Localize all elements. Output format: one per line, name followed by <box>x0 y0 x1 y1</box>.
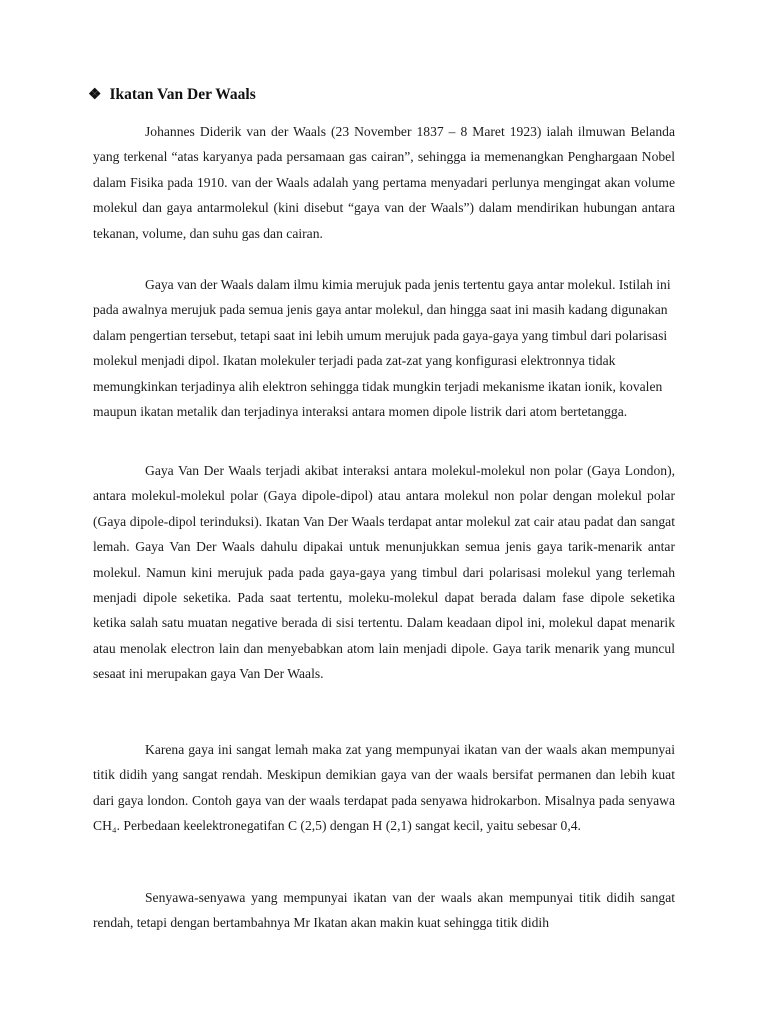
paragraph-van-der-waals-force-definition: Gaya van der Waals dalam ilmu kimia merujuk pada jenis tertentu gaya antar molekul. Istilah ini pada awalnya merujuk pada semua jenis gaya antar molekul, dan hingga saat ini masih kadang digunakan dalam pengertian tersebut, tetapi saat ini lebih umum merujuk pada gaya-gaya yang timbul dari polarisasi molekul menjadi dipol. Ikatan molekuler terjadi pada zat-zat yang konfigurasi elektronnya tidak memungkinkan terjadinya alih elektron sehingga tidak mungkin terjadi mekanisme ikatan ionik, kovalen maupun ikatan metalik dan terjadinya interaksi antara momen dipole listrik dari atom bertetangga. <box>93 277 671 420</box>
paragraph-boiling-point: Karena gaya ini sangat lemah maka zat yang mempunyai ikatan van der waals akan mempunyai titik didih yang sangat rendah. Meskipun demikian gaya van der waals bersifat permanen dan lebih kuat dari gaya london. Contoh gaya van der waals terdapat pada senyawa hidrokarbon. Misalnya pada senyawa CH₄. Perbedaan keelektronegatifan C (2,5) dengan H (2,1) sangat kecil, yaitu sebesar 0,4. <box>93 742 675 834</box>
paragraph-van-der-waals-interaction: Gaya Van Der Waals terjadi akibat interaksi antara molekul-molekul non polar (Gaya London), antara molekul-molekul polar (Gaya dipole-dipol) atau antara molekul non polar dengan molekul polar (Gaya dipole-dipol terinduksi). Ikatan Van Der Waals terdapat antar molekul zat cair atau padat dan sangat lemah. Gaya Van Der Waals dahulu dipakai untuk menunjukkan semua jenis gaya tarik-menarik antar molekul. Namun kini merujuk pada pada gaya-gaya yang timbul dari polarisasi molekul yang terlemah menjadi dipole seketika. Pada saat tertentu, moleku-molekul dapat berada dalam fase dipole seketika ketika salah satu muatan negative berada di sisi tertentu. Dalam keadaan dipol ini, molekul dapat menarik atau menolak electron lain dan menyebabkan atom lain menjadi dipole. Gaya tarik menarik yang muncul sesaat ini merupakan gaya Van Der Waals. <box>93 463 675 682</box>
diamond-bullet-icon: ❖ <box>88 86 102 103</box>
paragraph-van-der-waals-biography: Johannes Diderik van der Waals (23 November 1837 – 8 Maret 1923) ialah ilmuwan Belanda yang terkenal “atas karyanya pada persamaan gas cairan”, sehingga ia memenangkan Penghargaan Nobel dalam Fisika pada 1910. van der Waals adalah yang pertama menyadari perlunya mengingat akan volume molekul dan gaya antarmolekul (kini disebut “gaya van der Waals”) dalam mendirikan hubungan antara tekanan, volume, dan suhu gas dan cairan. <box>93 124 675 241</box>
section-title: Ikatan Van Der Waals <box>109 86 256 103</box>
paragraph-compounds-boiling-point: Senyawa-senyawa yang mempunyai ikatan van der waals akan mempunyai titik didih sangat rendah, tetapi dengan bertambahnya Mr Ikatan akan makin kuat sehingga titik didih <box>93 890 675 931</box>
section-heading <box>88 86 256 104</box>
